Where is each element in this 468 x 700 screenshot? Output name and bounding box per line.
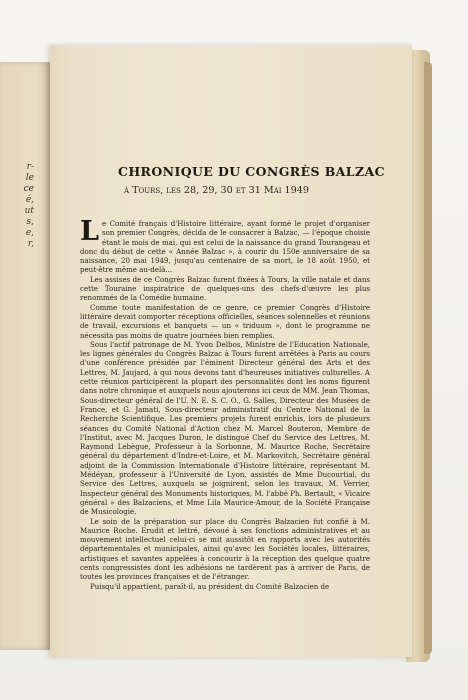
paragraph-6: Puisqu'il appartient, paraît-il, au président du Comité Balzacien de	[90, 581, 330, 591]
left-page-fragment: s,	[26, 217, 34, 227]
article-title: CHRONIQUE DU CONGRÈS BALZAC	[118, 164, 385, 179]
paragraph-5: Le soin de la préparation sur place du Congrès Balzacien fut confié à M. Maurice Roche. Erudit et lettré, dévoué à ses fonctions administratives et au mouvement intellectuel celui-ci se mit aussitôt en rapports avec les autorités départementales et municipales, ainsi qu'avec les Sociétés locales, littéraires, artistiques et savantes appelées à concourir à la réception des quelque quatre cents congressistes dont les adhésions ne tardèrent pas à arriver de Paris, de toutes les provinces françaises et de l'étranger.	[80, 516, 370, 582]
left-page-fragment: ce	[23, 184, 34, 194]
left-page-edge	[0, 62, 52, 650]
left-page-fragment: ut	[24, 206, 34, 216]
paragraph-2: Les assises de ce Congrès Balzac furent fixées à Tours, la ville natale et dans cette Touraine inspiratrice de quelques-uns des chefs-d'œuvre les plus renommés de la Comédie humaine.	[80, 274, 370, 303]
paragraph-4: Sous l'actif patronage de M. Yvon Delbos, Ministre de l'Education Nationale, les lignes générales du Congrès Balzac à Tours furent arrêtées à Paris au cours d'une conférence présidée par l'éminent Directeur général des Arts et des Lettres, M. Jaujard, à qui nous devons tant d'heureuses initiatives culturelles. A cette réunion participèrent la plupart des personnalités dont les noms figurent dans notre chronique et auxquels nous ajouterons ici ceux de MM. Jean Thomas, Sous-directeur général de l'U. N. E. S. C. O., G. Salles, Directeur des Musées de France, et G. Jamati, Sous-directeur administratif du Centre National de la Recherche Scientifique. Les premiers projets furent enrichis, lors de plusieurs séances du Comité National d'Action chez M. Marcel Bouteron, Membre de l'Institut, avec M. Jacques Duron, le distingué Chef du Service des Lettres, M. Raymond Lebègue, Professeur à la Sorbonne, M. Maurice Roche, Secrétaire général du département d'Indre-et-Loire, et M. Markovitch, Secrétaire général adjoint de la Commission Internationale d'Histoire littéraire, représentant M. Médéyan, professeur à l'Université de Lyon, assistés de Mme Ducourtial, du Service des Lettres, auxquels se joignirent, selon les travaux, M. Verrier, Inspecteur général des Monuments historiques, M. l'abbé Ph. Bertault, « Vicaire général » des Balzaciens, et Mme Lila Maurice-Amour, de la Société Française de Musicologie.	[80, 339, 370, 517]
left-page-fragment: é,	[25, 195, 34, 205]
drop-cap: L	[80, 216, 99, 247]
left-page-fragment: e,	[25, 228, 34, 238]
article-body	[80, 216, 370, 591]
left-page-fragment: r,	[27, 239, 34, 249]
paragraph-1-text: e Comité français d'Histoire littéraire, ayant formé le projet d'organiser son premier Congrès, décida de le consacrer à Balzac, — l'époque choisie étant le mois de mai, qui est celui de la naissance du grand Tourangeau et donc du début de cette « Année Balzac », à courir du 150e anniversaire de sa naissance, 20 mai 1949, jusqu'au centenaire de sa mort, le 18 août 1950, et peut-être même au-delà...	[80, 219, 370, 275]
article-subtitle: à Tours, les 28, 29, 30 et 31 Mai 1949	[124, 185, 309, 196]
page-stack-edge-dark	[424, 62, 432, 654]
paragraph-1	[80, 216, 370, 275]
left-page-fragment: le	[25, 173, 34, 183]
paragraph-3: Comme toute manifestation de ce genre, ce premier Congrès d'Histoire littéraire devait comporter réceptions officielles, séances solennelles et réunions de travail, excursions et banquets — un « triduum », dont le programme ne nécessita pas moins de quatre journées bien remplies.	[80, 302, 370, 340]
left-page-fragment: r-	[26, 162, 34, 172]
